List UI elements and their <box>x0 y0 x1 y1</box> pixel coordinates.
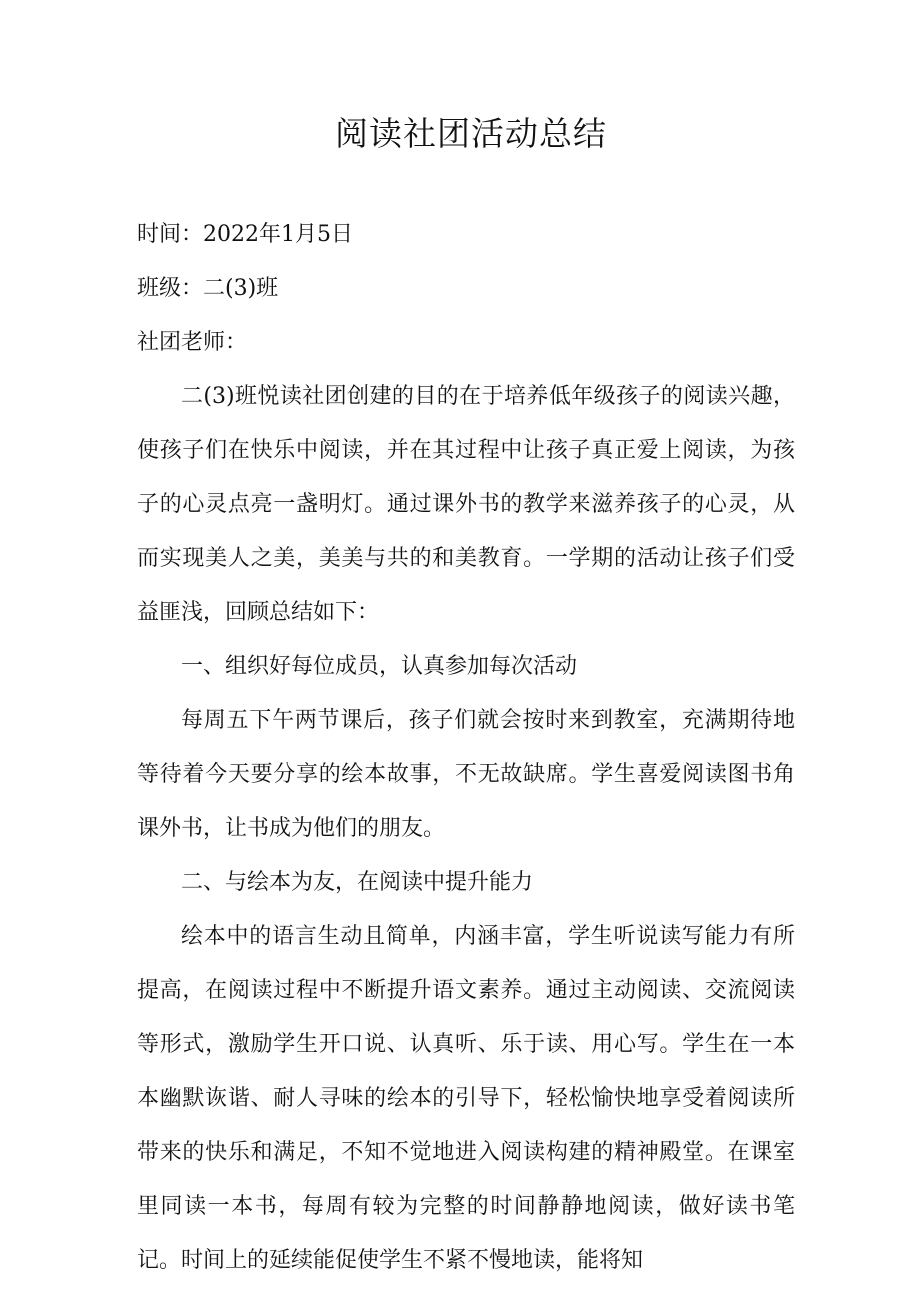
intro-paragraph: 二(3)班悦读社团创建的目的在于培养低年级孩子的阅读兴趣，使孩子们在快乐中阅读，并在其过程中让孩子真正爱上阅读，为孩子的心灵点亮一盏明灯。通过课外书的教学来滋养孩子的心灵，从而实现美人之美，美美与共的和美教育。一学期的活动让孩子们受益匪浅，回顾总结如下： <box>137 384 795 625</box>
section-1-heading: 一、组织好每位成员，认真参加每次活动 <box>181 654 578 679</box>
meta-time: 时间：2022年1月5日 <box>137 222 353 247</box>
document-title: 阅读社团活动总结 <box>335 114 607 153</box>
section-2-body: 绘本中的语言生动且简单，内涵丰富，学生听说读写能力有所提高，在阅读过程中不断提升语文素养。通过主动阅读、交流阅读等形式，激励学生开口说、认真听、乐于读、用心写。学生在一本本幽默诙谐、耐人寻味的绘本的引导下，轻松愉快地享受着阅读所带来的快乐和满足，不知不觉地进入阅读构建的精神殿堂。在课室里同读一本书，每周有较为完整的时间静静地阅读，做好读书笔记。时间上的延续能促使学生不紧不慢地读，能将知 <box>137 924 795 1273</box>
section-2-heading: 二、与绘本为友，在阅读中提升能力 <box>181 870 534 895</box>
section-1-body: 每周五下午两节课后，孩子们就会按时来到教室，充满期待地等待着今天要分享的绘本故事，不无故缺席。学生喜爱阅读图书角课外书，让书成为他们的朋友。 <box>137 708 795 841</box>
meta-class: 班级：二(3)班 <box>137 276 279 301</box>
meta-teacher: 社团老师： <box>137 330 248 355</box>
